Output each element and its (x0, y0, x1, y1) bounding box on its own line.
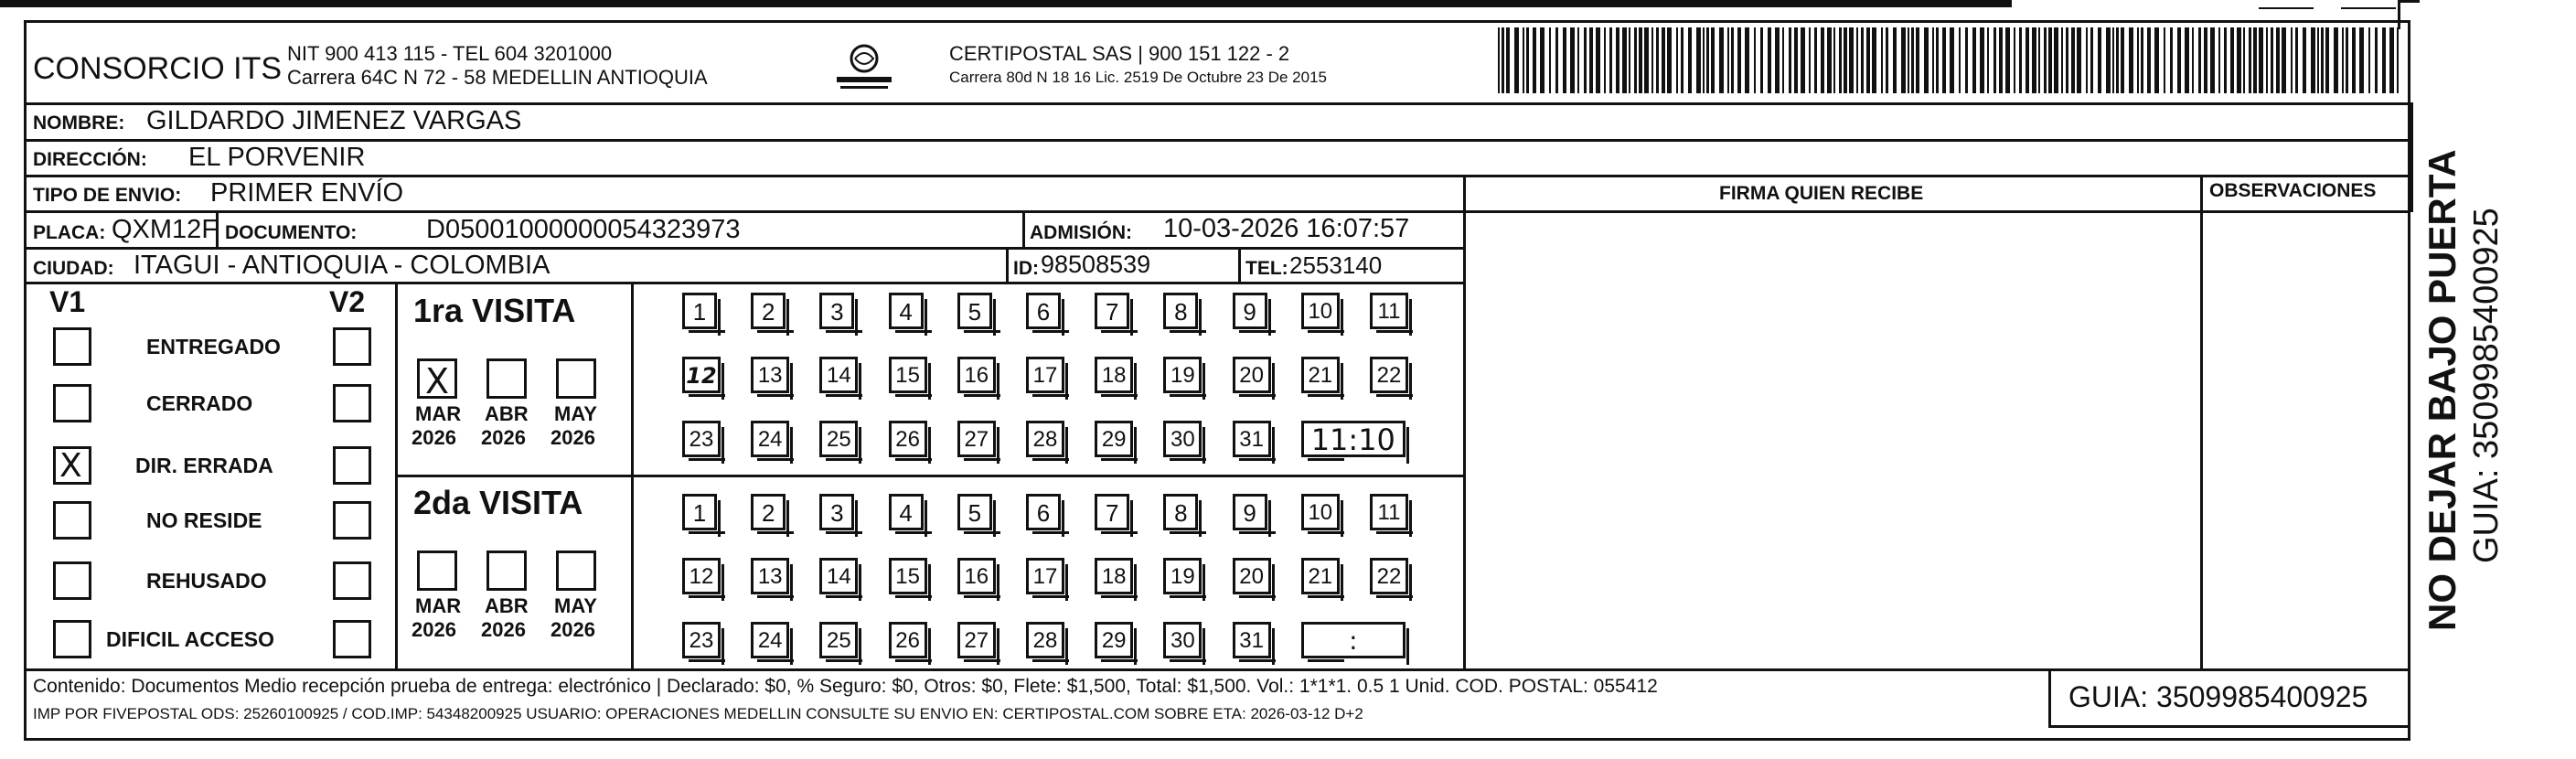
footer-line1: Contenido: Documentos Medio recepción prueba de entrega: electrónico | Declarado: $0, % Seguro: $0, Otros: $0, Flete: $1,500, Total: $1,500. Vol.: 1*1*1. 0.5 1 Unid. COD. POSTAL: 055412 (33, 676, 1658, 697)
month-label: ABR (485, 402, 529, 425)
month-label: MAR (415, 594, 462, 617)
check-mark-icon: X (425, 361, 450, 401)
certipostal-line2: Carrera 80d N 18 16 Lic. 2519 De Octubre 23 De 2015 (949, 69, 1327, 86)
top-rule (0, 0, 2012, 7)
year-label: 2026 (550, 426, 595, 449)
day-box-26[interactable]: 26 (889, 421, 927, 457)
day-box-12[interactable]: 12 (682, 558, 721, 594)
tel-value: 2553140 (1289, 251, 1383, 279)
day-box-28[interactable]: 28 (1026, 421, 1064, 457)
day-box-29[interactable]: 29 (1095, 421, 1133, 457)
time-box[interactable]: : (1301, 622, 1406, 658)
day-box-3[interactable]: 3 (819, 494, 854, 530)
day-box-15[interactable]: 15 (889, 558, 927, 594)
day-box-25[interactable]: 25 (819, 622, 858, 658)
footer-guia: GUIA: 3509985400925 (2068, 680, 2368, 713)
month-label: MAY (554, 402, 597, 425)
first-visit-title: 1ra VISITA (413, 292, 576, 329)
day-box-3[interactable]: 3 (819, 293, 854, 329)
v1-checkbox-0[interactable] (53, 327, 91, 366)
day-box-31[interactable]: 31 (1233, 622, 1271, 658)
day-box-13[interactable]: 13 (751, 357, 789, 393)
day-box-16[interactable]: 16 (957, 357, 996, 393)
year-label: 2026 (550, 618, 595, 641)
v1-checkbox-1[interactable] (53, 384, 91, 422)
firma-label: FIRMA QUIEN RECIBE (1719, 183, 1924, 204)
v1-checkbox-3[interactable] (53, 501, 91, 540)
day-box-6[interactable]: 6 (1026, 494, 1061, 530)
day-box-18[interactable]: 18 (1095, 558, 1133, 594)
day-box-23[interactable]: 23 (682, 421, 721, 457)
day-box-31[interactable]: 31 (1233, 421, 1271, 457)
day-box-14[interactable]: 14 (819, 357, 858, 393)
ciudad-value: ITAGUI - ANTIOQUIA - COLOMBIA (134, 251, 550, 280)
day-box-22[interactable]: 22 (1370, 357, 1408, 393)
v1-header: V1 (49, 285, 86, 318)
day-box-12[interactable]: 12 (682, 357, 721, 393)
status-label: NO RESIDE (146, 508, 262, 532)
day-box-11[interactable]: 11 (1370, 494, 1408, 530)
id-value: 98508539 (1041, 251, 1151, 278)
v2-checkbox-2[interactable] (333, 446, 371, 485)
day-box-2[interactable]: 2 (751, 293, 786, 329)
day-box-8[interactable]: 8 (1163, 494, 1198, 530)
day-box-29[interactable]: 29 (1095, 622, 1133, 658)
company-address: Carrera 64C N 72 - 58 MEDELLIN ANTIOQUIA (287, 66, 708, 89)
day-box-20[interactable]: 20 (1233, 357, 1271, 393)
day-box-28[interactable]: 28 (1026, 622, 1064, 658)
v2-checkbox-3[interactable] (333, 501, 371, 540)
day-box-21[interactable]: 21 (1301, 357, 1340, 393)
time-box[interactable]: 11:10 (1301, 421, 1406, 457)
day-box-9[interactable]: 9 (1233, 494, 1267, 530)
nit-line: NIT 900 413 115 - TEL 604 3201000 (287, 42, 613, 65)
year-label: 2026 (481, 426, 526, 449)
day-box-24[interactable]: 24 (751, 622, 789, 658)
status-label: CERRADO (146, 391, 253, 415)
day-box-19[interactable]: 19 (1163, 357, 1202, 393)
year-label: 2026 (412, 426, 456, 449)
side-guia: GUIA: 3509985400925 (2467, 208, 2506, 563)
day-box-17[interactable]: 17 (1026, 558, 1064, 594)
admision-label: ADMISIÓN: (1030, 222, 1132, 243)
year-label: 2026 (481, 618, 526, 641)
barcode (1498, 27, 2403, 93)
v1-checkbox-2[interactable] (53, 446, 91, 485)
day-box-25[interactable]: 25 (819, 421, 858, 457)
status-label: DIR. ERRADA (135, 454, 273, 477)
month-checkbox-mar[interactable] (417, 358, 457, 399)
day-box-16[interactable]: 16 (957, 558, 996, 594)
day-box-23[interactable]: 23 (682, 622, 721, 658)
footer-line2: IMP POR FIVEPOSTAL ODS: 25260100925 / COD.IMP: 54348200925 USUARIO: OPERACIONES MEDELLIN CONSULTE SU ENVIO EN: CERTIPOSTAL.COM SOBRE ETA: 2026-03-12 D+2 (33, 705, 1363, 722)
day-box-10[interactable]: 10 (1301, 293, 1340, 329)
company-name: CONSORCIO ITS (33, 51, 283, 86)
documento-label: DOCUMENTO: (225, 222, 358, 243)
tipo-envio-label: TIPO DE ENVIO: (33, 185, 182, 206)
day-box-5[interactable]: 5 (957, 494, 992, 530)
tipo-envio-value: PRIMER ENVÍO (210, 178, 404, 208)
observaciones-label: OBSERVACIONES (2209, 180, 2377, 201)
side-warning: NO DEJAR BAJO PUERTA (2421, 149, 2464, 631)
day-box-1[interactable]: 1 (682, 293, 717, 329)
day-box-13[interactable]: 13 (751, 558, 789, 594)
v2-checkbox-1[interactable] (333, 384, 371, 422)
day-box-19[interactable]: 19 (1163, 558, 1202, 594)
day-box-1[interactable]: 1 (682, 494, 717, 530)
v1-checkbox-4[interactable] (53, 561, 91, 600)
v2-checkbox-5[interactable] (333, 620, 371, 658)
day-box-27[interactable]: 27 (957, 622, 996, 658)
day-box-10[interactable]: 10 (1301, 494, 1340, 530)
month-checkbox-may[interactable] (556, 358, 596, 399)
certipostal-logo (828, 40, 901, 93)
month-label: MAY (554, 594, 597, 617)
day-box-22[interactable]: 22 (1370, 558, 1408, 594)
day-box-20[interactable]: 20 (1233, 558, 1271, 594)
status-label: ENTREGADO (146, 335, 281, 358)
day-box-27[interactable]: 27 (957, 421, 996, 457)
id-label: ID: (1013, 258, 1039, 279)
day-box-9[interactable]: 9 (1233, 293, 1267, 329)
certipostal-line1: CERTIPOSTAL SAS | 900 151 122 - 2 (949, 42, 1290, 65)
admision-value: 10-03-2026 16:07:57 (1163, 214, 1410, 243)
day-box-11[interactable]: 11 (1370, 293, 1408, 329)
day-box-30[interactable]: 30 (1163, 622, 1202, 658)
day-box-15[interactable]: 15 (889, 357, 927, 393)
day-box-14[interactable]: 14 (819, 558, 858, 594)
day-box-8[interactable]: 8 (1163, 293, 1198, 329)
year-label: 2026 (412, 618, 456, 641)
day-box-30[interactable]: 30 (1163, 421, 1202, 457)
ciudad-label: CIUDAD: (33, 258, 114, 279)
day-box-6[interactable]: 6 (1026, 293, 1061, 329)
v2-header: V2 (329, 285, 366, 318)
day-box-2[interactable]: 2 (751, 494, 786, 530)
day-box-7[interactable]: 7 (1095, 494, 1129, 530)
day-box-18[interactable]: 18 (1095, 357, 1133, 393)
day-box-5[interactable]: 5 (957, 293, 992, 329)
placa-value: QXM12F (112, 215, 219, 244)
month-label: ABR (485, 594, 529, 617)
nombre-label: NOMBRE: (33, 112, 125, 134)
month-checkbox-abr[interactable] (486, 551, 527, 591)
month-label: MAR (415, 402, 462, 425)
nombre-value: GILDARDO JIMENEZ VARGAS (146, 106, 522, 135)
month-checkbox-abr[interactable] (486, 358, 527, 399)
month-checkbox-mar[interactable] (417, 551, 457, 591)
placa-label: PLACA: (33, 222, 106, 243)
day-box-26[interactable]: 26 (889, 622, 927, 658)
documento-value: D05001000000054323973 (426, 215, 741, 244)
day-box-24[interactable]: 24 (751, 421, 789, 457)
v2-checkbox-4[interactable] (333, 561, 371, 600)
direccion-label: DIRECCIÓN: (33, 149, 147, 170)
tel-label: TEL: (1245, 258, 1288, 279)
direccion-value: EL PORVENIR (188, 143, 366, 172)
month-checkbox-may[interactable] (556, 551, 596, 591)
v2-checkbox-0[interactable] (333, 327, 371, 366)
day-box-7[interactable]: 7 (1095, 293, 1129, 329)
status-label: REHUSADO (146, 569, 267, 593)
day-box-4[interactable]: 4 (889, 293, 924, 329)
status-label: DIFICIL ACCESO (106, 627, 275, 651)
day-box-4[interactable]: 4 (889, 494, 924, 530)
check-mark-icon: X (59, 447, 82, 485)
v1-checkbox-5[interactable] (53, 620, 91, 658)
day-box-17[interactable]: 17 (1026, 357, 1064, 393)
second-visit-title: 2da VISITA (413, 484, 583, 521)
day-box-21[interactable]: 21 (1301, 558, 1340, 594)
